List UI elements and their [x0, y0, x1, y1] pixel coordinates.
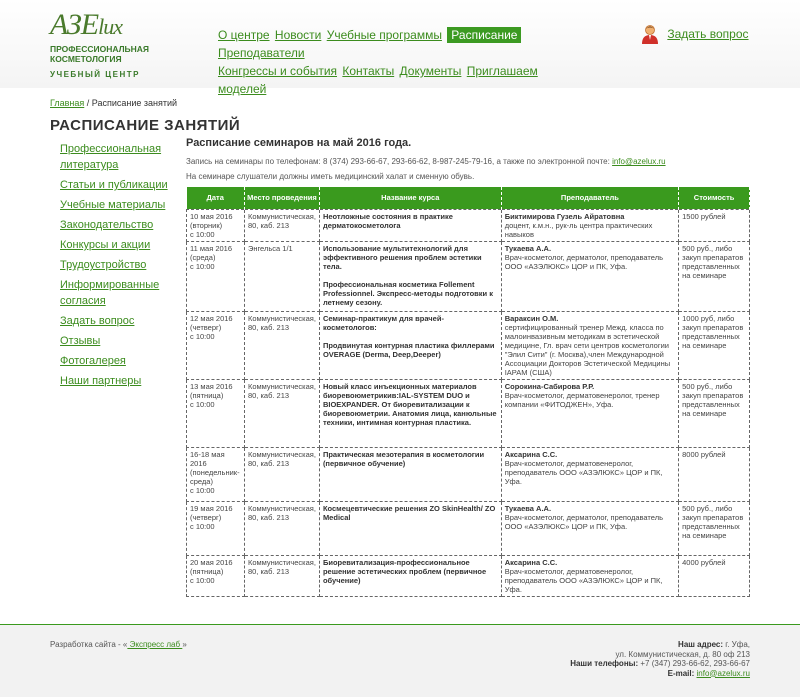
cell-course: Космецевтические решения ZO SkinHealth/ ZO Medical	[319, 501, 501, 555]
site-header	[0, 0, 800, 96]
site-logo[interactable]	[50, 8, 160, 79]
sidebar-item-consents[interactable]: Информированные согласия	[60, 279, 160, 307]
breadcrumb	[50, 98, 177, 108]
schedule-title: Расписание семинаров на май 2016 года.	[186, 137, 412, 149]
sidebar-item-partners[interactable]: Наши партнеры	[60, 375, 142, 387]
cell-teacher	[501, 501, 678, 555]
cell-place: Коммунистическая, 80, каб. 213	[244, 379, 319, 447]
cell-course: Практическая мезотерапия в косметологии (первичное обучение)	[319, 447, 501, 501]
teacher-name: Вараксин О.М.	[504, 313, 559, 323]
teacher-name: Биктимирова Гузель Айратовна	[504, 211, 625, 221]
teacher-name: Аксарина С.С.	[504, 449, 558, 459]
dev-link[interactable]: Экспресс лаб	[127, 640, 183, 649]
sidebar-item-materials[interactable]: Учебные материалы	[60, 199, 166, 211]
cell-course: Неотложные состояния в практике дерматокосметолога	[319, 209, 501, 241]
sidebar-item-literature[interactable]: Профессиональная литература	[60, 143, 162, 171]
cell-course: Новый класс инъекционных материалов биоревоюметрикив:IAL-SYSTEM DUO и BIOEXPANDER. От биоревитализации к биоревоюметрии. Анатомия лица, канюльные техники, интимная контурная пластика.	[319, 379, 501, 447]
email-label: E-mail:	[667, 668, 695, 678]
cell-teacher	[501, 311, 678, 379]
cell-teacher	[501, 555, 678, 596]
table-row	[187, 555, 750, 596]
cell-date: 11 мая 2016 (среда) с 10:00	[187, 241, 245, 311]
header-date: Дата	[187, 187, 245, 209]
teacher-info: сертифицированный тренер Межд. класса по малоинвазивным методикам в эстетической медицине, Гл. врач сети центров косметологии "Элил Сити" (г. Москва),член Международной Ассоциации Докторов Эстетической Медицины IAPAM (США)	[504, 322, 671, 377]
person-icon	[640, 24, 660, 44]
table-row	[187, 379, 750, 447]
header-price: Стоимость	[679, 187, 750, 209]
table-row	[187, 447, 750, 501]
cell-date: 16-18 мая 2016 (понедельник-среда) с 10:00	[187, 447, 245, 501]
cell-price: 8000 рублей	[679, 447, 750, 501]
phones: +7 (347) 293-66-62, 293-66-67	[638, 659, 750, 668]
nav-about[interactable]: О центре	[218, 28, 270, 42]
cell-price: 500 руб., либо закуп препаратов представленных на семинаре	[679, 501, 750, 555]
sidebar-item-reviews[interactable]: Отзывы	[60, 335, 101, 347]
cell-price: 500 руб., либо закуп препаратов представленных на семинаре	[679, 379, 750, 447]
header-course: Название курса	[319, 187, 501, 209]
cell-teacher	[501, 209, 678, 241]
cell-course: Использование мультитехнологий для эффективного решения проблем эстетики тела. Профессиональная косметика Follement Professionnel. Экспресс-методы подготовки к летнему сезону.	[319, 241, 501, 311]
nav-documents[interactable]: Документы	[399, 64, 462, 78]
sidebar-item-ask[interactable]: Задать вопрос	[60, 315, 135, 327]
nav-programs[interactable]: Учебные программы	[326, 28, 442, 42]
ask-question-link[interactable]: Задать вопрос	[667, 27, 749, 41]
table-row	[187, 209, 750, 241]
header-place: Место проведения	[244, 187, 319, 209]
addr-line1: г. Уфа,	[723, 640, 750, 649]
breadcrumb-current: Расписание занятий	[91, 98, 178, 108]
table-row	[187, 241, 750, 311]
cell-place: Коммунистическая, 80, каб. 213	[244, 501, 319, 555]
page-title: РАСПИСАНИЕ ЗАНЯТИЙ	[50, 117, 241, 134]
teacher-name: Тукаева А.А.	[504, 503, 552, 513]
sidebar-item-contests[interactable]: Конкурсы и акции	[60, 239, 151, 251]
dev-end: »	[182, 640, 187, 649]
cell-place: Коммунистическая, 80, каб. 213	[244, 209, 319, 241]
cell-date: 12 мая 2016 (четверг) с 10:00	[187, 311, 245, 379]
nav-contacts[interactable]: Контакты	[342, 64, 395, 78]
nav-teachers[interactable]: Преподаватели	[218, 46, 305, 60]
contact-text: Запись на семинары по телефонам: 8 (374) 293-66-67, 293-66-62, 8-987-245-79-16, а также по электронной почте:	[186, 157, 613, 166]
cell-place: Коммунистическая, 80, каб. 213	[244, 555, 319, 596]
table-body	[187, 209, 750, 596]
teacher-info: Врач-косметолог, дерматолог, преподаватель ООО «АЗЭЛЮКС» ЦОР и ПК, Уфа.	[504, 512, 663, 531]
table-header-row	[187, 187, 750, 209]
cell-course: Биоревитализация-профессиональное решение эстетических проблем (первичное обучение)	[319, 555, 501, 596]
sidebar-item-gallery[interactable]: Фотогалерея	[60, 355, 126, 367]
developer-credit	[50, 640, 187, 649]
footer-email-link[interactable]: info@azelux.ru	[696, 668, 750, 678]
logo-line-2: КОСМЕТОЛОГИЯ	[50, 54, 122, 64]
cell-price: 1500 рублей	[679, 209, 750, 241]
sidebar-item-legislation[interactable]: Законодательство	[60, 219, 154, 231]
cell-place: Энгельса 1/1	[244, 241, 319, 311]
cell-date: 10 мая 2016 (вторник) с 10:00	[187, 209, 245, 241]
cell-teacher	[501, 447, 678, 501]
header-teacher: Преподаватель	[501, 187, 678, 209]
cell-date: 19 мая 2016 (четверг) с 10:00	[187, 501, 245, 555]
nav-schedule[interactable]: Расписание	[447, 27, 521, 43]
cell-date: 20 мая 2016 (пятница) с 10:00	[187, 555, 245, 596]
table-row	[187, 501, 750, 555]
cell-course: Семинар-практикум для врачей-косметологов: Продвинутая контурная пластика филлерами OVERAGE (Derma, Deep,Deeper)	[319, 311, 501, 379]
cell-teacher	[501, 241, 678, 311]
dev-text: Разработка сайта - «	[50, 640, 128, 649]
footer-address	[570, 640, 750, 678]
contact-line	[186, 157, 750, 166]
sidebar-item-employment[interactable]: Трудоустройство	[60, 259, 147, 271]
top-nav	[218, 26, 578, 98]
cell-place: Коммунистическая, 80, каб. 213	[244, 447, 319, 501]
teacher-info: Врач-косметолог, дерматовенеролог, тренер компании «ФИТОДЖЕН», Уфа.	[504, 390, 660, 409]
main-content	[186, 137, 750, 594]
ask-question[interactable]	[640, 24, 749, 44]
teacher-name: Сорокина-Сабирова Р.Р.	[504, 381, 595, 391]
teacher-info: Врач-косметолог, дерматовенеролог, преподаватель ООО «АЗЭЛЮКС» ЦОР и ПК, Уфа.	[504, 566, 663, 594]
cell-price: 4000 рублей	[679, 555, 750, 596]
logo-mark: АЗЕlux	[50, 8, 122, 41]
teacher-info: доцент, к.м.н., рук-ль центра практических навыков	[504, 220, 653, 239]
teacher-name: Тукаева А.А.	[504, 243, 552, 253]
cell-place: Коммунистическая, 80, каб. 213	[244, 311, 319, 379]
note-line: На семинаре слушатели должны иметь медицинский халат и сменную обувь.	[186, 172, 475, 181]
cell-teacher	[501, 379, 678, 447]
sidebar-item-articles[interactable]: Статьи и публикации	[60, 179, 168, 191]
phones-label: Наши телефоны:	[570, 659, 639, 668]
logo-line-1: ПРОФЕССИОНАЛЬНАЯ	[50, 44, 150, 54]
nav-models[interactable]: Приглашаем моделей	[218, 64, 538, 96]
cell-date: 13 мая 2016 (пятница) с 10:00	[187, 379, 245, 447]
nav-congresses[interactable]: Конгрессы и события	[218, 64, 338, 78]
nav-news[interactable]: Новости	[274, 28, 322, 42]
addr-line2: ул. Коммунистическая, д. 80 оф 213	[615, 649, 750, 659]
teacher-info: Врач-косметолог, дерматолог, преподаватель ООО «АЗЭЛЮКС» ЦОР и ПК, Уфа.	[504, 252, 663, 271]
breadcrumb-sep: /	[84, 98, 92, 108]
contact-email-link[interactable]: info@azelux.ru	[612, 157, 666, 166]
addr-label: Наш адрес:	[678, 640, 724, 649]
sidebar	[55, 141, 180, 393]
cell-price: 1000 руб, либо закуп препаратов представленных на семинаре	[679, 311, 750, 379]
breadcrumb-home[interactable]: Главная	[50, 98, 85, 108]
schedule-table	[186, 187, 750, 597]
cell-price: 500 руб., либо закуп препаратов представленных на семинаре	[679, 241, 750, 311]
table-row	[187, 311, 750, 379]
teacher-name: Аксарина С.С.	[504, 557, 558, 567]
logo-line-3: УЧЕБНЫЙ ЦЕНТР	[50, 70, 140, 79]
teacher-info: Врач-косметолог, дерматовенеролог, преподаватель ООО «АЗЭЛЮКС» ЦОР и ПК, Уфа.	[504, 458, 663, 486]
